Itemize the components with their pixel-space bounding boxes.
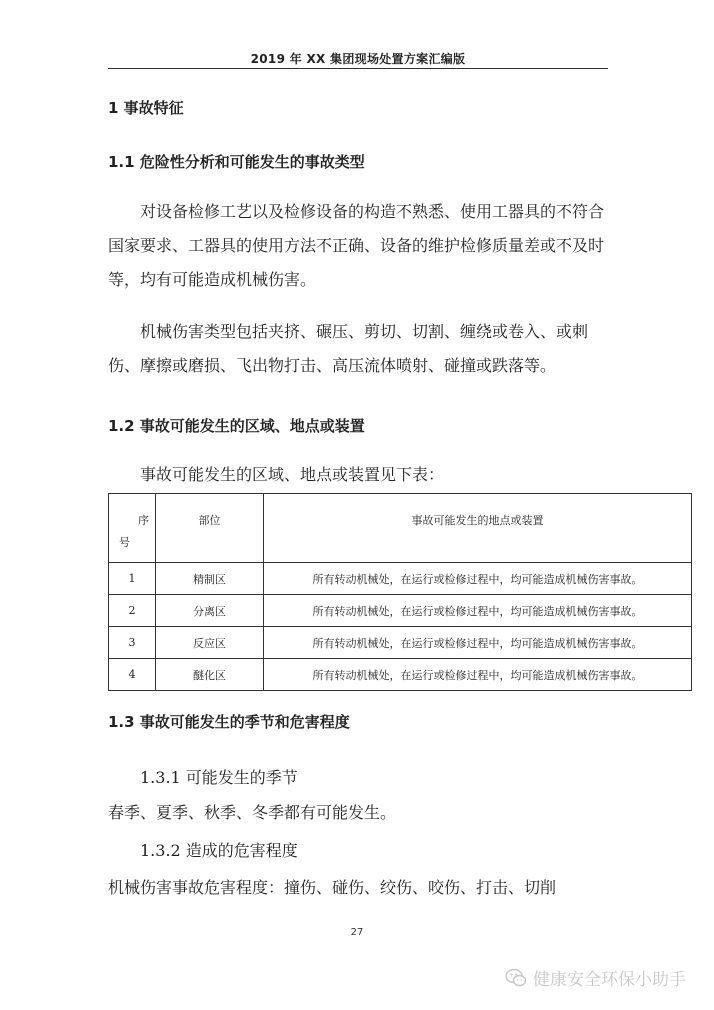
section-1-3-heading: 1.3 事故可能发生的季节和危害程度: [108, 713, 350, 731]
table-row: [109, 627, 692, 659]
row-no: 3: [109, 627, 156, 659]
row-area: 分离区: [156, 595, 264, 627]
page-number: 27: [350, 927, 364, 938]
section-1-heading: 1 事故特征: [108, 99, 184, 117]
header-rule: [108, 68, 608, 69]
row-location: 所有转动机械处，在运行或检修过程中，均可能造成机械伤害事故。: [264, 595, 692, 627]
subsection-season: 1.3.1 可能发生的季节: [140, 768, 298, 787]
watermark: [505, 965, 686, 990]
header-area-label: 部位: [198, 514, 221, 527]
wechat-icon: [505, 968, 527, 988]
subsection-severity: 1.3.2 造成的危害程度: [140, 841, 298, 860]
row-location: 所有转动机械处，在运行或检修过程中，均可能造成机械伤害事故。: [264, 627, 692, 659]
severity-text: 机械伤害事故危害程度：撞伤、碰伤、绞伤、咬伤、打击、切削: [108, 878, 557, 897]
header-area: [156, 494, 264, 563]
location-table: [108, 493, 692, 691]
row-area: 反应区: [156, 627, 264, 659]
row-no: 1: [109, 563, 156, 595]
row-location: 所有转动机械处，在运行或检修过程中，均可能造成机械伤害事故。: [264, 563, 692, 595]
table-header-row: [109, 494, 692, 563]
row-no: 2: [109, 595, 156, 627]
header-seq-line1: 序: [138, 514, 149, 527]
table-row: [109, 595, 692, 627]
table-row: [109, 563, 692, 595]
header-seq: [109, 494, 156, 563]
paragraph-hazard-analysis: 对设备检修工艺以及检修设备的构造不熟悉、使用工器具的不符合国家要求、工器具的使用方法不正确、设备的维护检修质量差或不及时等，均有可能造成机械伤害。: [108, 202, 605, 289]
section-1-1-heading: 1.1 危险性分析和可能发生的事故类型: [108, 153, 365, 171]
paragraph-injury-types: 机械伤害类型包括夹挤、碾压、剪切、切割、缠绕或卷入、或刺伤、摩擦或磨损、飞出物打击、高压流体喷射、碰撞或跌落等。: [108, 322, 589, 375]
table-row: [109, 659, 692, 691]
header-location-label: 事故可能发生的地点或装置: [411, 514, 544, 527]
row-area: 精制区: [156, 563, 264, 595]
section-1-2-heading: 1.2 事故可能发生的区域、地点或装置: [108, 417, 365, 435]
row-area: 醚化区: [156, 659, 264, 691]
season-text: 春季、夏季、秋季、冬季都有可能发生。: [108, 803, 397, 822]
row-location: 所有转动机械处，在运行或检修过程中，均可能造成机械伤害事故。: [264, 659, 692, 691]
table-intro: 事故可能发生的区域、地点或装置见下表：: [140, 465, 445, 484]
header-seq-line2: 号: [119, 536, 130, 549]
row-no: 4: [109, 659, 156, 691]
header-location: [264, 494, 692, 563]
watermark-text: 健康安全环保小助手: [533, 970, 686, 990]
page-header: 2019 年 XX 集团现场处置方案汇编版: [250, 52, 466, 66]
